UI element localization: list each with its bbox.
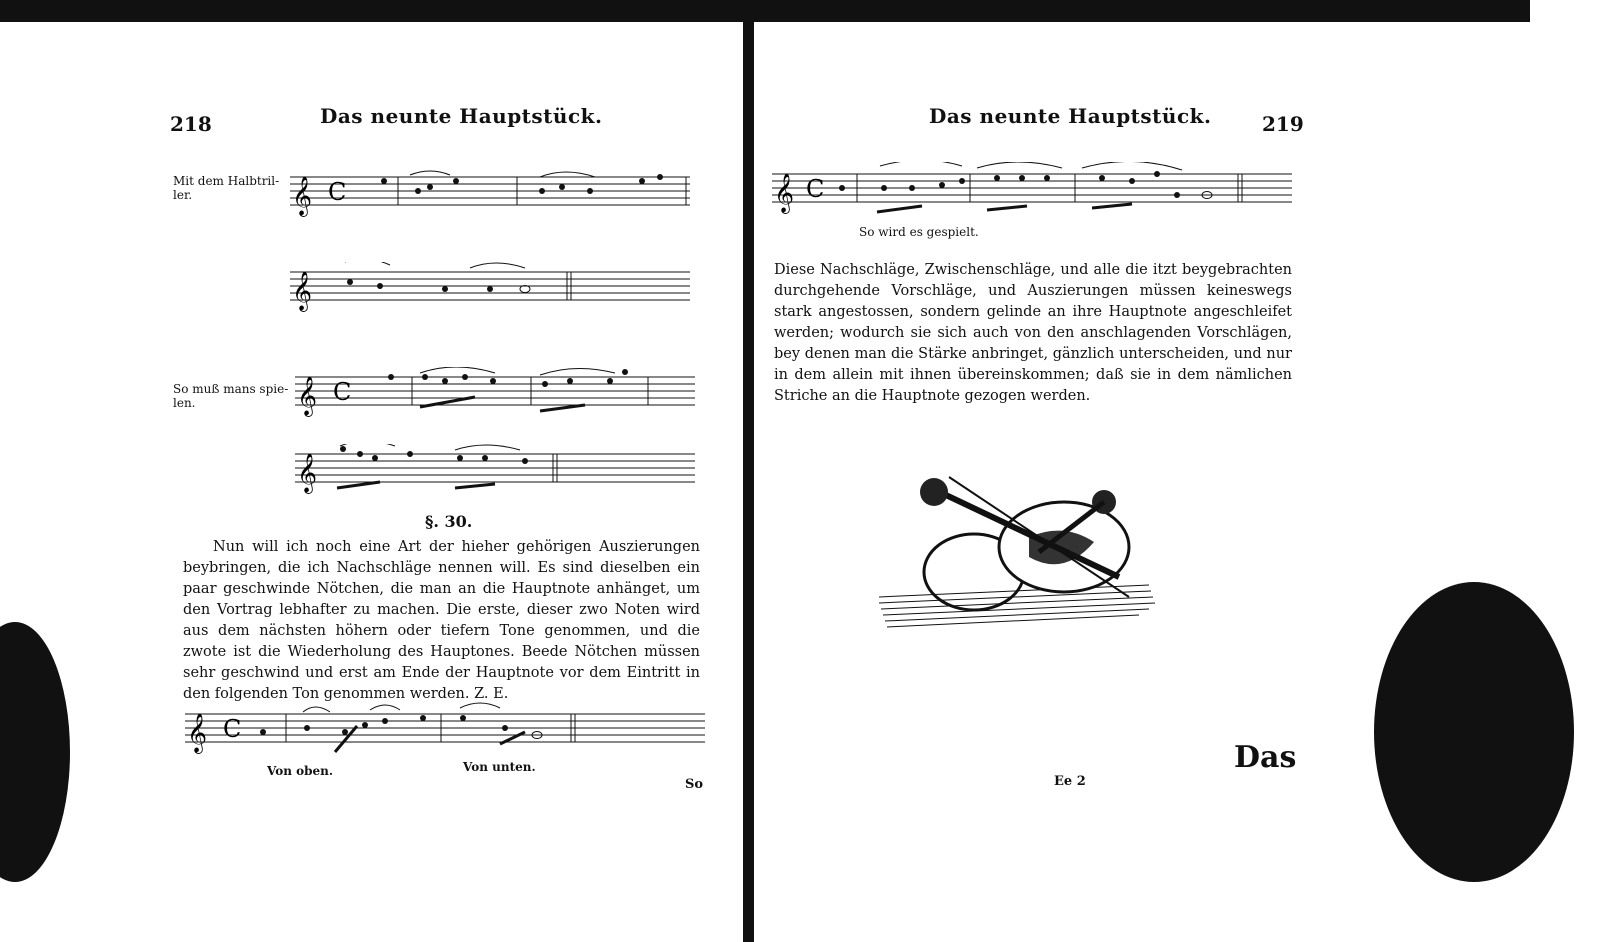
page-number: 218	[170, 112, 212, 136]
example-label-from-above: Von oben.	[267, 764, 334, 778]
running-title: Das neunte Hauptstück.	[929, 104, 1212, 128]
body-paragraph: Diese Nachschläge, Zwischenschläge, und alle die itzt beygebrachten durchgehende Vorschläge, und Auszierungen müssen keineswegs stark angestossen, sondern gelinde an ihre Hauptnote angeschleifet werden; wodurch sie sich auch von den anschlagenden Vorschlägen, bey denen man die Stärke anbringet, gänzlich unterscheiden, und nur in dem allein mit ihnen übereinskommen; daß sie in dem nämlichen Striche an die Hauptnote gezogen werden.	[774, 262, 1292, 404]
svg-text:𝄞: 𝄞	[297, 376, 318, 416]
music-staff	[290, 262, 690, 312]
svg-text:𝄞: 𝄞	[292, 176, 313, 216]
music-staff	[295, 444, 695, 499]
svg-text:C: C	[223, 715, 242, 743]
svg-text:𝄞: 𝄞	[297, 453, 318, 493]
book-spine	[743, 0, 754, 942]
svg-text:𝄞: 𝄞	[292, 271, 313, 311]
section-mark: §. 30.	[425, 512, 473, 531]
music-staff	[185, 702, 705, 762]
example-label: So muß mans spie- len.	[173, 382, 289, 410]
scan-border-top	[0, 0, 1530, 22]
page-number: 219	[1262, 112, 1304, 136]
catchword: So	[685, 777, 704, 792]
svg-text:C: C	[328, 178, 347, 206]
right-page	[754, 22, 1530, 942]
svg-text:C: C	[806, 175, 825, 203]
scan-shadow	[1374, 582, 1574, 882]
example-label-from-below: Von unten.	[463, 760, 536, 774]
svg-text:𝄞: 𝄞	[774, 173, 795, 213]
music-staff	[295, 367, 695, 422]
catchword: Das	[1234, 740, 1297, 775]
running-title: Das neunte Hauptstück.	[320, 104, 603, 128]
music-staff	[290, 167, 690, 217]
example-label: Mit dem Halbtril- ler.	[173, 174, 280, 202]
svg-text:C: C	[333, 378, 352, 406]
scan-shadow	[0, 622, 70, 882]
signature-mark: Ee 2	[1054, 774, 1086, 789]
svg-text:𝄞: 𝄞	[187, 713, 208, 753]
body-paragraph: Nun will ich noch eine Art der hieher gehörigen Auszierungen beybringen, die ich Nachschläge nennen will. Es sind dieselben ein paar geschwinde Nötchen, die man an die Hauptnote anhänget, um den Vortrag lebhafter zu machen. Die erste, dieser zwo Noten wird aus dem nächsten höhern oder tiefern Tone genommen, und die zwote ist die Wiederholung des Hauptones. Beede Nötchen müssen sehr geschwind und erst am Ende der Hauptnote vor dem Eintritt in den folgenden Ton genommen werden. Z. E.	[183, 539, 700, 702]
example-caption: So wird es gespielt.	[859, 225, 979, 239]
music-staff	[772, 162, 1292, 222]
violin-illustration	[879, 467, 1179, 637]
left-page	[0, 22, 743, 942]
